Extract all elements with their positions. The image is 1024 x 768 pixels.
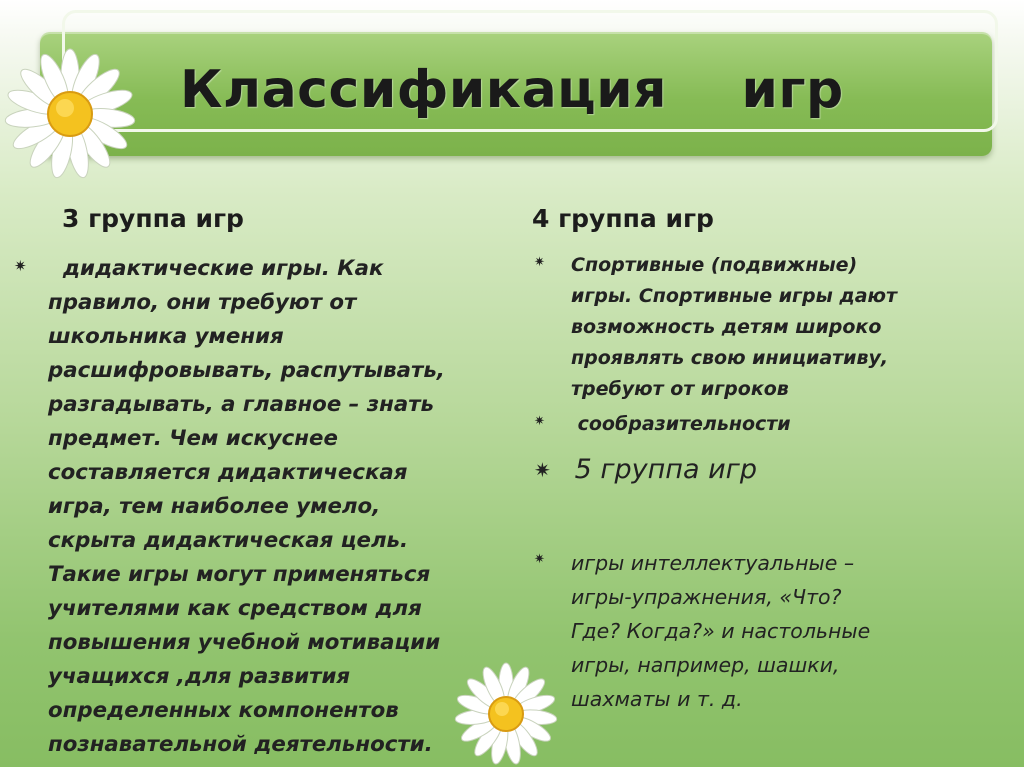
group-3-description <box>48 252 528 762</box>
text-line: игры интеллектуальные – <box>571 551 855 575</box>
text-line: игры. Спортивные игры дают <box>571 285 898 307</box>
text-line: шахматы и т. д. <box>571 687 743 711</box>
star-asterisk-icon: ✷ <box>534 552 545 567</box>
text-line: познавательной деятельности. <box>48 732 433 757</box>
star-asterisk-icon: ✷ <box>14 257 27 275</box>
text-line: расшифровывать, распутывать, <box>48 358 445 383</box>
text-line: Где? Когда?» и настольные <box>571 619 871 643</box>
text-line: правило, они требуют от <box>48 290 357 315</box>
text-line: скрыта дидактическая цель. <box>48 528 409 553</box>
text-line: игры, например, шашки, <box>571 653 840 677</box>
group-3-heading: 3 группа игр <box>62 204 244 233</box>
text-line: составляется дидактическая <box>48 460 408 485</box>
star-asterisk-icon: ✷ <box>534 414 545 429</box>
text-line: определенных компонентов <box>48 698 399 723</box>
text-line: Спортивные (подвижные) <box>571 254 858 276</box>
daisy-icon <box>2 46 138 182</box>
group-4-description <box>571 250 991 405</box>
text-line: разгадывать, а главное – знать <box>48 392 435 417</box>
text-line: возможность детям широко <box>571 316 882 338</box>
text-line: игры-упражнения, «Что? <box>571 585 842 609</box>
slide-title: Классификация игр <box>180 60 844 120</box>
text-line: проявлять свою инициативу, <box>571 347 889 369</box>
text-line: учащихся ,для развития <box>48 664 351 689</box>
group-5-description <box>571 546 991 716</box>
text-line: требуют от игроков <box>571 378 789 400</box>
text-line: школьника умения <box>48 324 284 349</box>
text-line: игра, тем наиболее умело, <box>48 494 381 519</box>
text-line: учителями как средством для <box>48 596 422 621</box>
star-asterisk-icon: ✷ <box>534 458 551 482</box>
text-line: Такие игры могут применяться <box>48 562 431 587</box>
group-5-heading: 5 группа игр <box>566 454 757 485</box>
text-line: предмет. Чем искуснее <box>48 426 338 451</box>
text-line: повышения учебной мотивации <box>48 630 441 655</box>
text-line: дидактические игры. Как <box>48 256 384 281</box>
group-4-continuation: сообразительности <box>571 413 791 435</box>
group-4-heading: 4 группа игр <box>532 204 714 233</box>
star-asterisk-icon: ✷ <box>534 255 545 270</box>
